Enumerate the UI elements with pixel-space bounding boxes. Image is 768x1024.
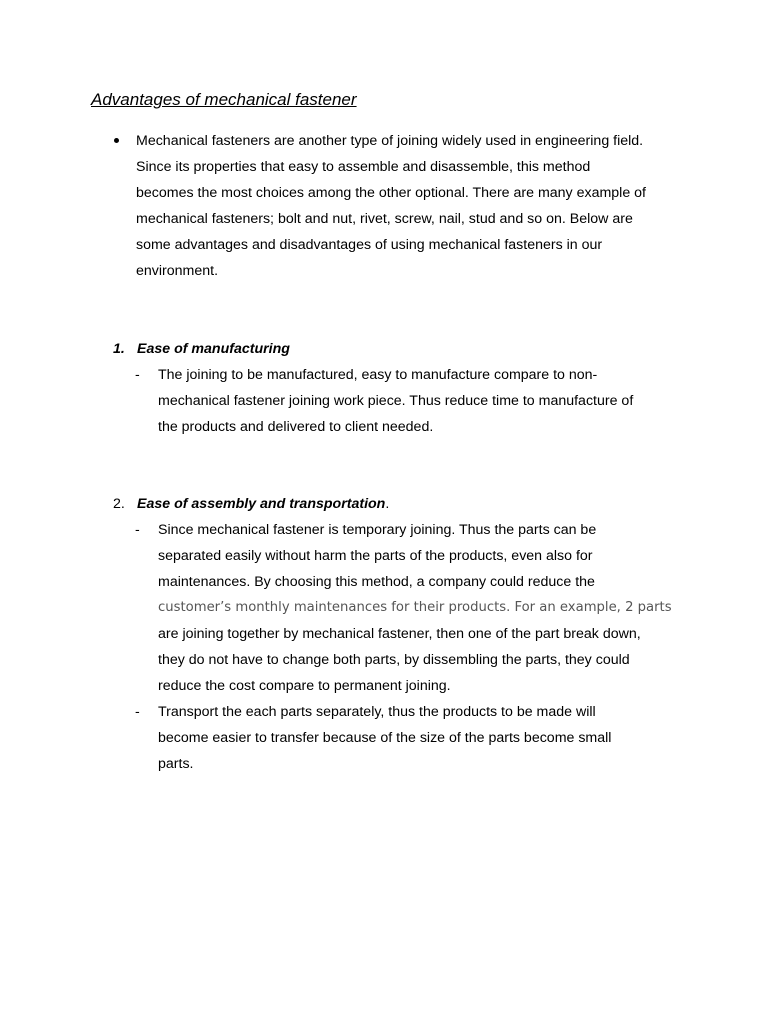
- section-heading-2: [113, 491, 389, 517]
- intro-paragraph: [136, 128, 646, 284]
- item-line: mechanical fastener joining work piece. Thus reduce time to manufacture of: [158, 393, 634, 409]
- intro-line: some advantages and disadvantages of using mechanical fasteners in our: [136, 237, 603, 253]
- item-line: customer’s monthly maintenances for their products. For an example, 2 parts: [158, 600, 672, 615]
- bullet-dot-icon: [114, 138, 119, 143]
- item-line: parts.: [158, 756, 194, 772]
- item-line: are joining together by mechanical fastener, then one of the part break down,: [158, 626, 641, 642]
- dash-marker-icon: -: [135, 522, 140, 538]
- item-line: they do not have to change both parts, by dissembling the parts, they could: [158, 652, 630, 668]
- item-line: separated easily without harm the parts of the products, even also for: [158, 548, 593, 564]
- item-line: Transport the each parts separately, thus the products to be made will: [158, 704, 596, 720]
- section-heading-text: Ease of assembly and transportation: [137, 496, 386, 512]
- section-heading-suffix: .: [385, 496, 390, 512]
- section-1-item-1: [158, 362, 633, 440]
- item-line: maintenances. By choosing this method, a company could reduce the: [158, 574, 595, 590]
- item-line: The joining to be manufactured, easy to manufacture compare to non-: [158, 367, 598, 383]
- section-2-item-1: [158, 517, 672, 699]
- intro-line: environment.: [136, 263, 219, 279]
- dash-marker-icon: -: [135, 367, 140, 383]
- item-line: the products and delivered to client needed.: [158, 419, 434, 435]
- dash-marker-icon: -: [135, 704, 140, 720]
- item-line: become easier to transfer because of the size of the parts become small: [158, 730, 612, 746]
- intro-line: Since its properties that easy to assemble and disassemble, this method: [136, 159, 591, 175]
- intro-line: Mechanical fasteners are another type of joining widely used in engineering field.: [136, 133, 644, 149]
- section-number: 2.: [113, 496, 125, 512]
- section-2-item-2: [158, 699, 611, 777]
- section-heading-text: Ease of manufacturing: [137, 341, 290, 357]
- intro-line: mechanical fasteners; bolt and nut, rivet, screw, nail, stud and so on. Below are: [136, 211, 633, 227]
- item-line: reduce the cost compare to permanent joining.: [158, 678, 451, 694]
- section-number: 1.: [113, 341, 125, 357]
- document-title: Advantages of mechanical fastener: [91, 90, 357, 109]
- item-line: Since mechanical fastener is temporary joining. Thus the parts can be: [158, 522, 597, 538]
- section-heading-1: [113, 336, 290, 362]
- intro-line: becomes the most choices among the other optional. There are many example of: [136, 185, 646, 201]
